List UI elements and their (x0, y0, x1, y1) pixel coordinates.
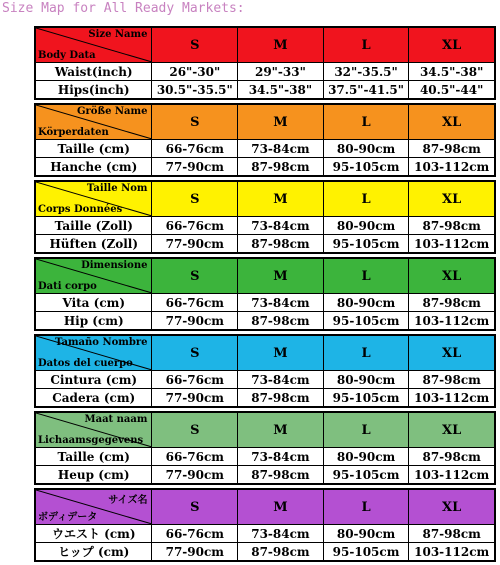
measurement-value: 95-105cm (323, 158, 409, 175)
size-header-cell: M (237, 105, 323, 139)
size-name-label: Dimensione (81, 260, 148, 271)
size-header-cell: XL (408, 490, 494, 524)
measurement-value: 80-90cm (323, 525, 409, 542)
size-header-cell: S (151, 413, 237, 447)
measurement-value: 73-84cm (237, 217, 323, 234)
table-row (36, 216, 494, 234)
size-header-cell: M (237, 336, 323, 370)
measurement-value: 73-84cm (237, 448, 323, 465)
header-row (36, 105, 494, 139)
size-header-cell: S (151, 105, 237, 139)
measurement-value: 87-98cm (408, 448, 494, 465)
measurement-label: Taille (Zoll) (54, 218, 133, 233)
measurement-label: ヒップ (cm) (58, 545, 130, 559)
table-row (36, 447, 494, 465)
measurement-value: 103-112cm (408, 466, 494, 483)
size-table-section (34, 180, 496, 254)
measurement-value: 103-112cm (408, 158, 494, 175)
measurement-value: 34.5"-38" (408, 63, 494, 80)
size-header-cell: M (237, 259, 323, 293)
table-row (36, 465, 494, 483)
measurement-value: 87-98cm (408, 140, 494, 157)
measurement-label: Waist(inch) (54, 64, 133, 79)
measurement-value: 73-84cm (237, 525, 323, 542)
measurement-value: 80-90cm (323, 140, 409, 157)
measurement-value: 87-98cm (237, 312, 323, 329)
body-data-label: Lichaamsgegevens (38, 435, 144, 446)
size-name-label: Größe Name (77, 106, 148, 117)
measurement-value: 80-90cm (323, 371, 409, 388)
table-row (36, 139, 494, 157)
size-name-label: Maat naam (84, 414, 148, 425)
measurement-value: 87-98cm (237, 543, 323, 560)
table-row (36, 157, 494, 175)
measurement-value: 80-90cm (323, 294, 409, 311)
header-corner-cell (36, 105, 151, 139)
size-header-cell: L (323, 336, 409, 370)
size-header-cell: XL (408, 259, 494, 293)
measurement-value: 95-105cm (323, 543, 409, 560)
size-table-section (34, 334, 496, 408)
size-table-section (34, 257, 496, 331)
measurement-value: 87-98cm (408, 525, 494, 542)
header-row (36, 259, 494, 293)
table-row (36, 311, 494, 329)
header-corner-cell (36, 28, 151, 62)
measurement-label: Cintura (cm) (50, 372, 138, 387)
measurement-value: 30.5"-35.5" (151, 81, 237, 98)
header-row (36, 336, 494, 370)
header-corner-cell (36, 336, 151, 370)
body-data-label: Corps Données (38, 204, 123, 215)
size-header-cell: S (151, 182, 237, 216)
measurement-value: 87-98cm (237, 158, 323, 175)
measurement-label: Hanche (cm) (50, 159, 138, 174)
table-row (36, 62, 494, 80)
table-row (36, 388, 494, 406)
measurement-value: 66-76cm (151, 371, 237, 388)
header-corner-cell (36, 490, 151, 524)
size-name-label: サイズ名 (108, 495, 148, 506)
header-row (36, 28, 494, 62)
size-header-cell: L (323, 182, 409, 216)
measurement-value: 80-90cm (323, 217, 409, 234)
size-tables (34, 26, 496, 565)
body-data-label: Körperdaten (38, 127, 109, 138)
size-table-section (34, 411, 496, 485)
measurement-value: 95-105cm (323, 235, 409, 252)
measurement-label: Cadera (cm) (52, 390, 136, 405)
size-header-cell: M (237, 413, 323, 447)
measurement-label: Taille (cm) (57, 449, 130, 464)
header-row (36, 182, 494, 216)
header-row (36, 490, 494, 524)
size-table-section (34, 26, 496, 100)
measurement-value: 66-76cm (151, 140, 237, 157)
measurement-value: 95-105cm (323, 389, 409, 406)
measurement-value: 34.5"-38" (237, 81, 323, 98)
measurement-label: Hip (cm) (63, 313, 124, 328)
measurement-value: 66-76cm (151, 294, 237, 311)
measurement-value: 77-90cm (151, 543, 237, 560)
measurement-value: 77-90cm (151, 312, 237, 329)
measurement-value: 77-90cm (151, 389, 237, 406)
size-header-cell: XL (408, 182, 494, 216)
size-header-cell: XL (408, 413, 494, 447)
measurement-label: Vita (cm) (62, 295, 125, 310)
table-row (36, 370, 494, 388)
size-header-cell: L (323, 28, 409, 62)
size-header-cell: M (237, 490, 323, 524)
measurement-label: Hüften (Zoll) (49, 236, 139, 251)
size-header-cell: S (151, 259, 237, 293)
size-header-cell: S (151, 336, 237, 370)
table-row (36, 542, 494, 560)
body-data-label: Body Data (38, 50, 96, 61)
measurement-label: ウエスト (cm) (51, 527, 136, 541)
size-name-label: Size Name (88, 29, 148, 40)
measurement-value: 29"-33" (237, 63, 323, 80)
measurement-value: 87-98cm (408, 371, 494, 388)
table-row (36, 293, 494, 311)
measurement-value: 73-84cm (237, 140, 323, 157)
table-row (36, 80, 494, 98)
size-name-label: Tamaño Nombre (55, 337, 148, 348)
measurement-value: 77-90cm (151, 158, 237, 175)
measurement-value: 26"-30" (151, 63, 237, 80)
size-header-cell: XL (408, 336, 494, 370)
measurement-value: 103-112cm (408, 543, 494, 560)
size-header-cell: S (151, 490, 237, 524)
measurement-value: 73-84cm (237, 294, 323, 311)
measurement-value: 37.5"-41.5" (323, 81, 409, 98)
size-name-label: Taille Nom (86, 183, 148, 194)
measurement-value: 66-76cm (151, 525, 237, 542)
measurement-value: 73-84cm (237, 371, 323, 388)
measurement-value: 77-90cm (151, 466, 237, 483)
table-row (36, 524, 494, 542)
size-header-cell: XL (408, 28, 494, 62)
measurement-label: Hips(inch) (57, 82, 130, 97)
measurement-value: 66-76cm (151, 448, 237, 465)
measurement-value: 103-112cm (408, 389, 494, 406)
measurement-value: 95-105cm (323, 466, 409, 483)
header-row (36, 413, 494, 447)
measurement-value: 66-76cm (151, 217, 237, 234)
size-header-cell: L (323, 413, 409, 447)
measurement-value: 103-112cm (408, 235, 494, 252)
size-header-cell: L (323, 105, 409, 139)
table-row (36, 234, 494, 252)
page-title: Size Map for All Ready Markets: (2, 1, 245, 16)
body-data-label: ボディデータ (38, 512, 98, 523)
header-corner-cell (36, 413, 151, 447)
measurement-value: 87-98cm (237, 235, 323, 252)
measurement-value: 87-98cm (408, 217, 494, 234)
size-header-cell: XL (408, 105, 494, 139)
measurement-value: 103-112cm (408, 312, 494, 329)
measurement-value: 32"-35.5" (323, 63, 409, 80)
size-header-cell: M (237, 182, 323, 216)
measurement-value: 77-90cm (151, 235, 237, 252)
measurement-value: 87-98cm (237, 466, 323, 483)
measurement-value: 87-98cm (408, 294, 494, 311)
body-data-label: Dati corpo (38, 281, 97, 292)
measurement-value: 40.5"-44" (408, 81, 494, 98)
body-data-label: Datos del cuerpo (38, 358, 133, 369)
size-header-cell: L (323, 259, 409, 293)
measurement-label: Taille (cm) (57, 141, 130, 156)
size-header-cell: L (323, 490, 409, 524)
measurement-value: 95-105cm (323, 312, 409, 329)
size-table-section (34, 488, 496, 562)
size-table-section (34, 103, 496, 177)
measurement-label: Heup (cm) (57, 467, 130, 482)
measurement-value: 80-90cm (323, 448, 409, 465)
size-header-cell: M (237, 28, 323, 62)
header-corner-cell (36, 259, 151, 293)
header-corner-cell (36, 182, 151, 216)
measurement-value: 87-98cm (237, 389, 323, 406)
size-header-cell: S (151, 28, 237, 62)
